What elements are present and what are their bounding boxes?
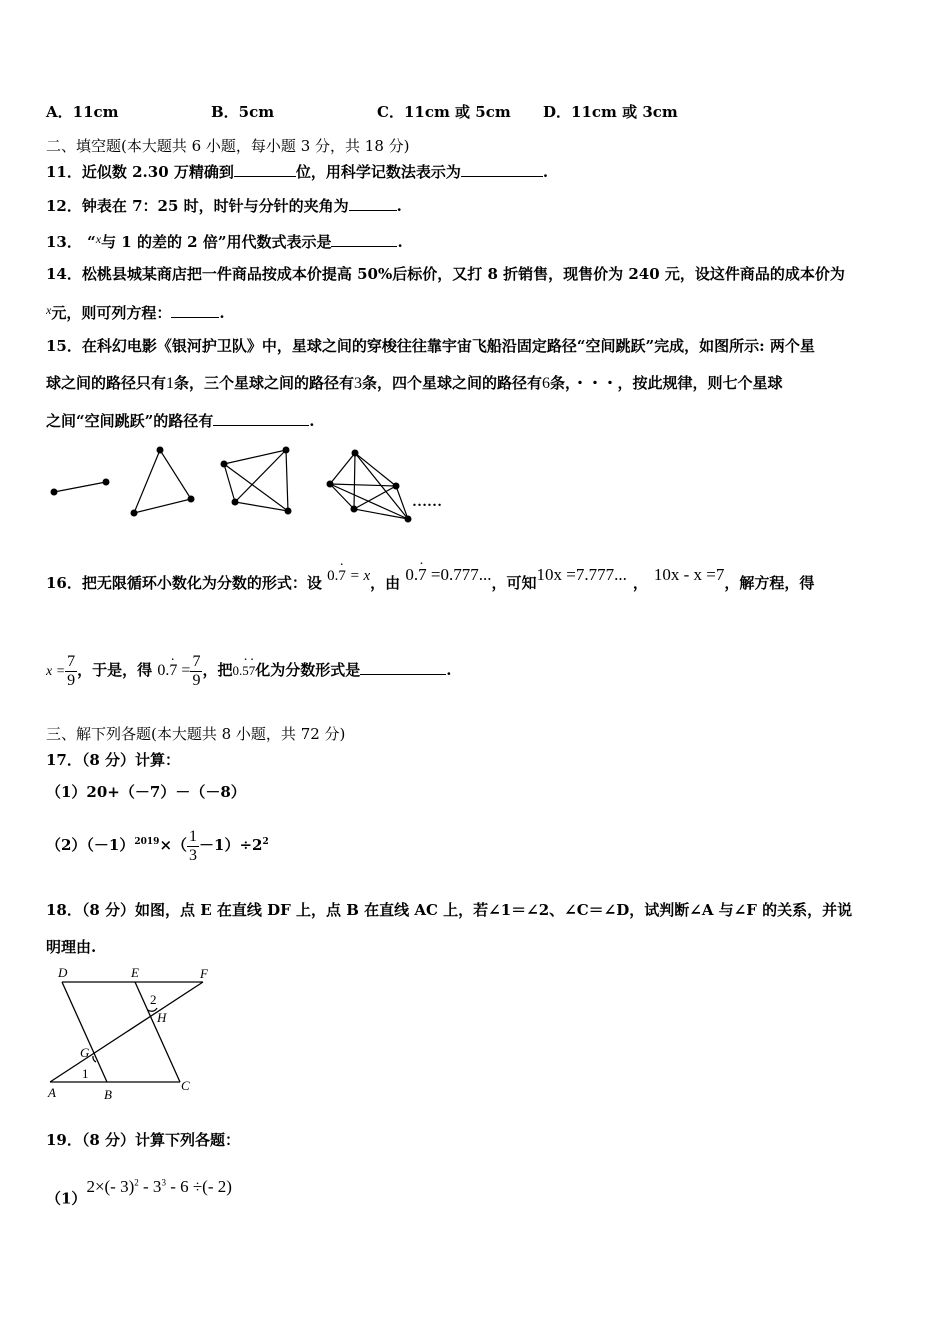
label-b: B: [104, 1087, 112, 1102]
q16-text-1: 16．把无限循环小数化为分数的形式：设: [46, 574, 322, 592]
question-15-line3: [46, 411, 315, 431]
planet-dot: [327, 481, 334, 488]
line-af: [50, 982, 203, 1082]
q16-eq6-a: 0.: [157, 662, 170, 679]
question-13: [46, 229, 403, 252]
label-c: C: [181, 1078, 190, 1093]
q16-eq6-dot: · 7: [169, 649, 177, 693]
line-ec: [135, 982, 180, 1082]
planet-dot: [352, 450, 359, 457]
q16-eq7-dot1: · 5: [242, 649, 249, 693]
q15-text-b: 条，三个星球之间的路径有: [174, 374, 355, 392]
q16-text-3: ，可知: [491, 574, 537, 592]
q19-expression: [86, 1177, 231, 1196]
q13-blank: [331, 232, 397, 247]
q15-text-line3: 之间“空间跳跃”的路径有: [46, 412, 214, 430]
q19-exp-1: 2: [134, 1177, 139, 1187]
q16-frac-7-9: [65, 653, 77, 690]
q12-blank: [349, 196, 397, 211]
q19-exp-2: 3: [161, 1177, 166, 1187]
q16-eq7-a: 0.: [232, 663, 243, 678]
frac-num: 7: [67, 652, 76, 670]
frac-den: 9: [67, 671, 76, 689]
angle-2-arc: [148, 1008, 157, 1011]
question-18-line2: 明理由.: [46, 938, 97, 956]
q16-eq7: [232, 663, 255, 678]
q14-blank: [171, 303, 219, 318]
q17-exp-2: 2: [262, 837, 269, 847]
q16-eq1: [327, 568, 370, 584]
question-15-line1: 15．在科幻电影《银河护卫队》中，星球之间的穿梭往往靠宇宙飞船沿固定路径“空间跳跃”完成，如图所示: 两个星: [46, 337, 815, 355]
q16-end: .: [446, 661, 452, 679]
question-18-line1: 18．（8 分）如图，点 E 在直线 DF 上，点 B 在直线 AC 上，若∠1＝∠2、∠C＝∠D，试判断∠A 与∠F 的关系，并说: [46, 901, 853, 919]
q11-pre: 11．近似数 2.30 万精确到: [46, 163, 234, 181]
planet-dot: [232, 499, 239, 506]
question-17-part1: （1）20+（－7）－（－8）: [46, 783, 246, 801]
path-3-planets: [134, 450, 191, 513]
planet-paths-figure: [40, 440, 480, 530]
q16-eq1-dot: · 7: [338, 566, 346, 586]
q16-text-5: ，解方程，得: [724, 574, 815, 592]
q16-eq4: 10x - x =7: [653, 565, 725, 584]
planet-dot: [51, 489, 58, 496]
q11-blank-2: [461, 162, 543, 177]
section3-heading: 三、解下列各题(本大题共 8 小题，共 72 分): [46, 725, 346, 743]
q17-exp-2019: 2019: [134, 837, 160, 847]
option-c: C．11cm 或 5cm: [377, 103, 511, 121]
frac-den: 9: [192, 671, 201, 689]
label-angle-1: 1: [82, 1066, 89, 1081]
q16-frac-7-9-b: [190, 653, 202, 690]
q15-text-d: 条，・・・，按此规律，则七个星球: [550, 374, 783, 392]
question-15-line2: [46, 373, 783, 394]
label-g: G: [80, 1045, 90, 1060]
q16-eq7-dot2: · 7: [249, 649, 256, 693]
q16-text-8: 化为分数形式是: [255, 661, 361, 679]
path-2-planets: [54, 482, 106, 492]
label-h: H: [157, 1010, 167, 1025]
question-17-title: 17．（8 分）计算：: [46, 751, 181, 769]
q19-expr-c: - 6 ÷(- 2): [165, 1176, 232, 1196]
q15-n3: 6: [542, 375, 551, 392]
q16-eq3: 10x =7.777...: [536, 565, 627, 584]
frac-num: 7: [192, 652, 201, 670]
label-angle-2: 2: [150, 992, 157, 1007]
q11-blank-1: [234, 162, 296, 177]
q16-eq2-b: =0.777...: [426, 565, 492, 584]
question-14-line1: 14．松桃县城某商店把一件商品按成本价提高 50%后标价，又打 8 折销售，现售价为 240 元，设这件商品的成本价为: [46, 265, 845, 283]
question-12: [46, 196, 402, 216]
label-f: F: [200, 966, 208, 981]
q16-x-eq: x =: [46, 664, 66, 679]
q15-n2: 3: [354, 375, 363, 392]
q12-pre: 12．钟表在 7：25 时，时针与分针的夹角为: [46, 197, 349, 215]
q16-text-6: ，于是，得: [77, 661, 153, 679]
planet-dot: [283, 447, 290, 454]
question-11: [46, 162, 548, 182]
q16-text-4: ，: [632, 574, 648, 592]
planet-dot: [393, 483, 400, 490]
q11-end: .: [542, 163, 549, 181]
q16-eq2-a: 0.: [405, 565, 419, 584]
q16-eq6-b: =: [177, 662, 191, 679]
planet-dot: [157, 447, 164, 454]
q16-text-2: ，由: [370, 574, 401, 592]
q16-eq2: [405, 565, 491, 584]
planet-dot: [351, 506, 358, 513]
q15-n1: 1: [166, 375, 175, 392]
q15-blank: [213, 411, 309, 426]
q15-end: .: [309, 412, 315, 430]
q17-p2-c: －1）÷2: [199, 836, 263, 854]
q17-frac-1-3: [187, 828, 199, 865]
question-14-line2: [46, 300, 225, 323]
question-19-title: 19．（8 分）计算下列各题：: [46, 1131, 241, 1149]
frac-num: 1: [189, 827, 198, 845]
label-a: A: [48, 1085, 56, 1100]
q14-line2: 元，则可列方程：: [51, 304, 172, 322]
q16-blank: [360, 660, 446, 675]
q12-end: .: [396, 197, 402, 215]
q11-mid: 位，用科学记数法表示为: [295, 163, 461, 181]
q19-expr-b: - 3: [138, 1176, 162, 1196]
planet-dot: [188, 496, 195, 503]
q13-pre: 13． “: [46, 233, 96, 251]
question-16-line1: [46, 565, 814, 593]
q13-mid: 与 1 的差的 2 倍”用代数式表示是: [101, 233, 332, 251]
planet-dot: [131, 510, 138, 517]
q17-p2-a: （2）（－1）: [46, 836, 135, 854]
planet-dot: [103, 479, 110, 486]
q19-p1-label: （1）: [46, 1189, 87, 1208]
planet-dot: [405, 516, 412, 523]
question-16-line2: [46, 648, 451, 692]
q19-expr-a: 2×(- 3): [86, 1176, 135, 1196]
q16-eq1-b: = x: [345, 568, 371, 584]
frac-den: 3: [189, 846, 198, 864]
section2-heading: 二、填空题(本大题共 6 小题，每小题 3 分，共 18 分): [46, 137, 410, 155]
option-a: A．11cm: [46, 103, 119, 121]
option-d: D．11cm 或 3cm: [543, 103, 678, 121]
label-d: D: [58, 965, 68, 980]
q14-var: x: [46, 303, 52, 317]
q15-text-c: 条，四个星球之间的路径有: [362, 374, 543, 392]
question-19-part1: [46, 1172, 232, 1209]
figure-ellipsis: ……: [412, 494, 442, 510]
q16-eq1-a: 0.: [327, 568, 339, 584]
q16-eq2-dot: · 7: [418, 565, 427, 585]
label-e: E: [131, 965, 139, 980]
planet-dot: [285, 508, 292, 515]
q15-text-a: 球之间的路径只有: [46, 374, 167, 392]
q17-p2-b: ×（: [159, 836, 188, 854]
planet-dot: [221, 461, 228, 468]
q16-text-7: ，把: [202, 661, 233, 679]
geometry-figure: [40, 962, 220, 1106]
q14-end: .: [219, 304, 225, 322]
q16-eq6: [157, 662, 190, 679]
option-b: B．5cm: [211, 103, 275, 121]
q13-var: x: [95, 232, 102, 246]
question-17-part2: [46, 820, 269, 864]
q13-end: .: [397, 233, 403, 251]
